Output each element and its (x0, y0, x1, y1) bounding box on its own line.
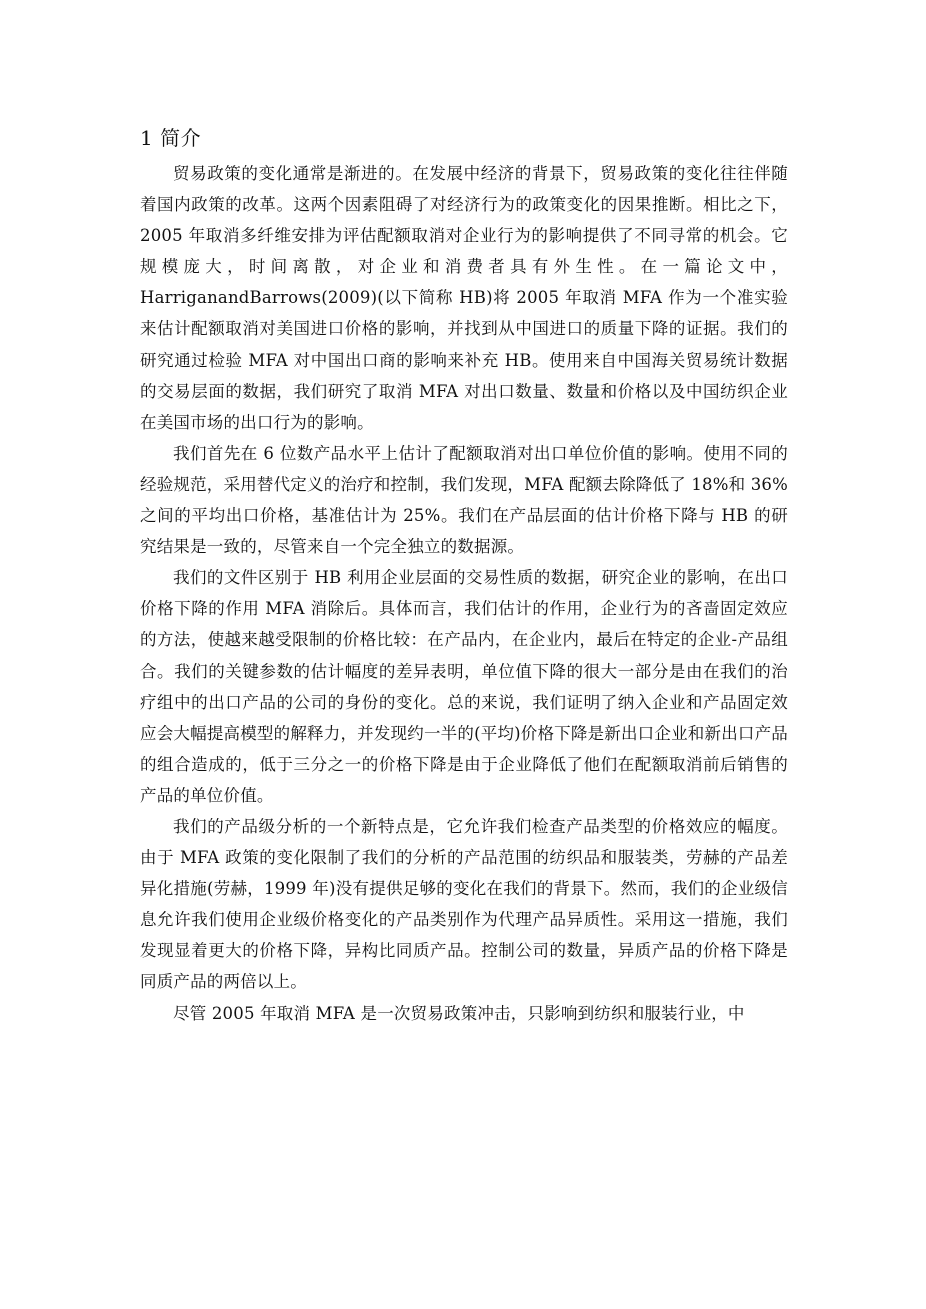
paragraph-firm-level: 我们的文件区别于 HB 利用企业层面的交易性质的数据，研究企业的影响，在出口价格下降的作用 MFA 消除后。具体而言，我们估计的作用，企业行为的吝啬固定效应的方法，使越来越受限制的价格比较：在产品内，在企业内，最后在特定的企业-产品组合。我们的关键参数的估计幅度的差异表明，单位值下降的很大一部分是由在我们的治疗组中的出口产品的公司的身份的变化。总的来说，我们证明了纳入企业和产品固定效应会大幅提高模型的解释力，并发现约一半的(平均)价格下降是新出口企业和新出口产品的组合造成的，低于三分之一的价格下降是由于企业降低了他们在配额取消前后销售的产品的单位价值。 (140, 568, 788, 805)
paragraph-intro: 贸易政策的变化通常是渐进的。在发展中经济的背景下，贸易政策的变化往往伴随着国内政策的改革。这两个因素阻碍了对经济行为的政策变化的因果推断。相比之下，2005 年取消多纤维安排为评估配额取消对企业行为的影响提供了不同寻常的机会。它规模庞大，时间离散，对企业和消费者具有外生性。在一篇论文中，HarriganandBarrows(2009)(以下简称 HB)将 2005 年取消 MFA 作为一个准实验来估计配额取消对美国进口价格的影响，并找到从中国进口的质量下降的证据。我们的研究通过检验 MFA 对中国出口商的影响来补充 HB。使用来自中国海关贸易统计数据的交易层面的数据，我们研究了取消 MFA 对出口数量、数量和价格以及中国纺织企业在美国市场的出口行为的影响。 (140, 164, 788, 432)
paragraph-product-level: 我们首先在 6 位数产品水平上估计了配额取消对出口单位价值的影响。使用不同的经验规范，采用替代定义的治疗和控制，我们发现，MFA 配额去除降低了 18%和 36%之间的平均出口价格，基准估计为 25%。我们在产品层面的估计价格下降与 HB 的研究结果是一致的，尽管来自一个完全独立的数据源。 (140, 443, 789, 557)
section-heading: 1 简介 (140, 126, 202, 150)
paragraph-continuation: 尽管 2005 年取消 MFA 是一次贸易政策冲击，只影响到纺织和服装行业，中 (173, 1003, 745, 1023)
document-body (140, 120, 788, 1029)
paragraph-product-type: 我们的产品级分析的一个新特点是，它允许我们检查产品类型的价格效应的幅度。由于 MFA 政策的变化限制了我们的分析的产品范围的纺织品和服装类，劳赫的产品差异化措施(劳赫，1999 年)没有提供足够的变化在我们的背景下。然而，我们的企业级信息允许我们使用企业级价格变化的产品类别作为代理产品异质性。采用这一措施，我们发现显着更大的价格下降，异构比同质产品。控制公司的数量，异质产品的价格下降是同质产品的两倍以上。 (140, 816, 788, 992)
